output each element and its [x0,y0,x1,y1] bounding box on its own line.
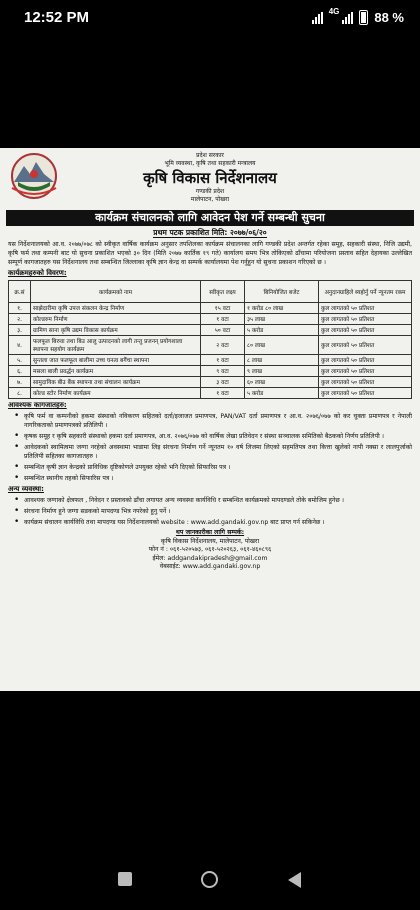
cell-sn: ७. [9,377,31,388]
status-icons [312,7,404,25]
table-row [9,303,412,314]
cell-budget: ८० लाख [245,336,319,355]
cell-min-amount: कुल लागतको ५० प्रतिशत [319,366,412,377]
col-header-name: कार्यक्रमको नाम [31,281,201,303]
cell-sn: ८. [9,388,31,399]
cell-program-name: फलफूल बिरुवा तथा बिउ आलु उत्पादनको लागी तन्तु प्रजनन् प्रयोगशाला स्थापना सहयोग कार्यक्रम [31,336,201,355]
table-row [9,325,412,336]
table-header-row [9,281,412,303]
publish-date-text: प्रथम पटक प्रकाशित मिति: २०७७/०६/२० [153,228,267,237]
header-line-3: गण्डकी प्रदेश [195,188,225,195]
header-title: कृषि विकास निर्देशनालय [143,169,277,187]
cell-min-amount: कुल लागतको ५० प्रतिशत [319,388,412,399]
signal-icon-2 [342,12,353,24]
cell-sn: ५. [9,355,31,366]
other-provisions-list [14,496,412,527]
contact-website: वेबसाईट: www.add.gandaki.gov.np [159,563,261,570]
col-header-budget: बिनियोजित बजेट [245,281,319,303]
cell-program-name: कोल्ड स्टोर निर्माण कार्यक्रम [31,388,201,399]
cell-sn: ६. [9,366,31,377]
cell-min-amount: कुल लागतको ५० प्रतिशत [319,325,412,336]
list-item: • संरचना निर्माण हुने जग्गा सडकको मापदण्ड भित्र नपरेको हुनु पर्ने । [14,507,412,516]
cell-budget: ५ करोड [245,388,319,399]
list-item: • सम्बन्धित कृषी ज्ञान केन्द्रको प्राविधिक दृष्टिकोणले उपयुक्त रहेको भनि दिएको सिफारिस पत्र । [14,463,412,472]
col-header-sn: क्र.सं [9,281,31,303]
cell-budget: ३५ लाख [245,314,319,325]
cell-min-amount: कुल लागतको ५० प्रतिशत [319,303,412,314]
table-row [9,355,412,366]
list-item: • कार्यक्रम संचालन कार्यविधि तथा मापदण्ड यस निर्देशनालयको website : www.add.gandaki.gov.np बाट प्राप्त गर्न सकिनेछ । [14,518,412,527]
notice-document[interactable] [0,148,420,691]
recent-apps-icon[interactable] [118,872,132,886]
table-row [9,336,412,355]
cell-budget: ९ लाख [245,366,319,377]
col-header-min-amount: अनुदानग्राहिले ब्यहोर्नु पर्ने न्यूनतम रकम [319,281,412,303]
cell-min-amount: कुल लागतको ५० प्रतिशत [319,355,412,366]
cell-program-name: सामुदायिक बीउ बैंक स्थापना तथा संचालन कार्यक्रम [31,377,201,388]
home-icon[interactable] [201,871,218,888]
list-item: • आवश्यक जग्गाको क्षेत्रफल , निवेदन र प्रस्तावको ढाँचा लगायत अन्य व्यवस्था कार्यविधि र सम्बन्धित कार्यक्रमको मापदण्डले तोके बमोजिम हुनेछ । [14,496,412,505]
cell-sn: २. [9,314,31,325]
battery-icon [359,10,368,25]
required-docs-list [14,412,412,483]
document-header [0,148,420,210]
cell-target: १ वटा [201,314,245,325]
cell-sn: ३. [9,325,31,336]
contact-block [0,529,420,572]
cell-budget: ६० लाख [245,377,319,388]
cell-program-name: कोल्डरुम निर्माण [31,314,201,325]
list-item: • आवेदकको स्वामित्वमा जग्गा नरहेको अवस्थामा भाडामा लिइ संरचना निर्माण गर्ने न्यूनतम १० वर्ष लिजमा लिएको सहमतिपत्र तथा कित्ता खुलेको नापी नक्सा र लालपुर्जाको प्रतिलिपी सहितका कागजातहरु । [14,443,412,461]
network-type: 4G [328,7,340,16]
list-item: • कृषि फर्म वा कम्पनीको हकमा संस्थाको नविकरण सहितको दर्ता/इजाजत प्रमाणपत्र, PAN/VAT दर्ता प्रमाणपत्र र आ.व. २०७६/०७७ को कर चुक्ता प्रमाणपत्र र नेपाली नागरिकताको प्रमाणपत्रको प्रतिलिपी । [14,412,412,430]
table-row [9,388,412,399]
contact-email: ईमेल: addgandakipradesh@gmail.com [152,554,268,562]
cell-target: १ वटा [201,388,245,399]
cell-program-name: ग्रामिण साना कृषि उद्यम विकास कार्यक्रम [31,325,201,336]
contact-office: कृषि विकास निर्देशनालय, मालेपाटन, पोखरा [160,537,260,545]
cell-target: १ वटा [201,355,245,366]
header-line-4: मालेपाटन, पोखरा [190,196,230,203]
publish-date [0,228,420,238]
cell-target: ३ वटा [201,377,245,388]
header-line-2: भूमि व्यवस्था, कृषि तथा सहकारी मन्त्रालय [164,160,256,167]
cell-min-amount: कुल लागतको ५० प्रतिशत [319,336,412,355]
status-bar [0,0,420,38]
cell-target: ५० वटा [201,325,245,336]
cell-sn: १. [9,303,31,314]
list-item: • कृषक समूह र कृषि सहकारी संस्थाको हकमा दर्ता प्रमाणपत्र, आ.व. २०७६/०७७ को वार्षिक लेखा प्रतिवेदन र संस्था सञ्चालक समितिको बैठकको निर्णय प्रतिलिपी । [14,432,412,441]
signal-icon [312,12,323,24]
cell-budget: ८ लाख [245,355,319,366]
required-docs-heading: आवश्यक कागजातहरु: [8,401,67,409]
navigation-bar [0,858,420,910]
status-time: 12:52 PM [24,9,90,26]
cell-program-name: साझेदारीमा कृषि उपज संकलन केन्द्र निर्माण [31,303,201,314]
programs-heading: कार्यक्रमहरुको विवरण: [8,269,67,277]
header-line-1: प्रदेश सरकार [196,152,224,159]
notice-banner: कार्यक्रम संचालनको लागि आवेदन पेश गर्ने सम्बन्धी सुचना [6,210,414,226]
table-row [9,314,412,325]
battery-percent: 88 % [374,10,404,25]
cell-budget: १ करोड ८० लाख [245,303,319,314]
back-icon[interactable] [288,872,301,888]
list-item: • सम्बन्धित स्थानीय तहको सिफारिस पत्र । [14,474,412,483]
other-heading: अन्य व्यवस्था: [8,485,44,493]
programs-table [8,280,412,399]
table-row [9,377,412,388]
col-header-target: स्वीकृत लक्ष्य [201,281,245,303]
cell-program-name: सुन्तला जात फलफूल बालीमा उच्च घनत्व बगैंचा स्थापना [31,355,201,366]
table-row [9,366,412,377]
intro-paragraph: यस निर्देशनालयको आ.व. २०७७/०७८ को स्वीकृत वार्षिक कार्यक्रम अनुसार तपशिलका कार्यक्रम संचालनका लागि गण्डकी प्रदेश अन्तर्गत रहेका समूह, सहकारी संस्था, निजि उद्यमी, कृषि फर्म तथा कम्पनी बाट यो सुचना प्रकाशित भएको ३० दिन (मिति २०७७ कार्तिक १९ गते) कार्यालय समय भित्र तोकिएको ढाँचामा परियोजना प्रस्ताव सहित देहायका उल्लेखित सम्पूर्ण कागजातहरु यस निर्देशनालय तथा सम्बन्धित जिल्लाका कृषि ज्ञान केन्द्र वा सम्पर्क कार्यालयमा पेश गर्नुहुन यो सुचना प्रकाशन गरिएको छ । [8,241,412,266]
cell-program-name: मसला बाली प्रवर्द्धन कार्यक्रम [31,366,201,377]
cell-target: ९ वटा [201,366,245,377]
cell-target: १५ वटा [201,303,245,314]
cell-budget: ५ करोड [245,325,319,336]
cell-min-amount: कुल लागतको ५० प्रतिशत [319,314,412,325]
cell-min-amount: कुल लागतको ५० प्रतिशत [319,377,412,388]
contact-heading: थप जानकारीका लागि सम्पर्क: [175,529,245,536]
cell-target: २ वटा [201,336,245,355]
contact-phone: फोन नं : ०६१-५२०५७३, ०६१-५२०२६३, ०६१-४६०८९६ [148,546,272,553]
cell-sn: ४. [9,336,31,355]
